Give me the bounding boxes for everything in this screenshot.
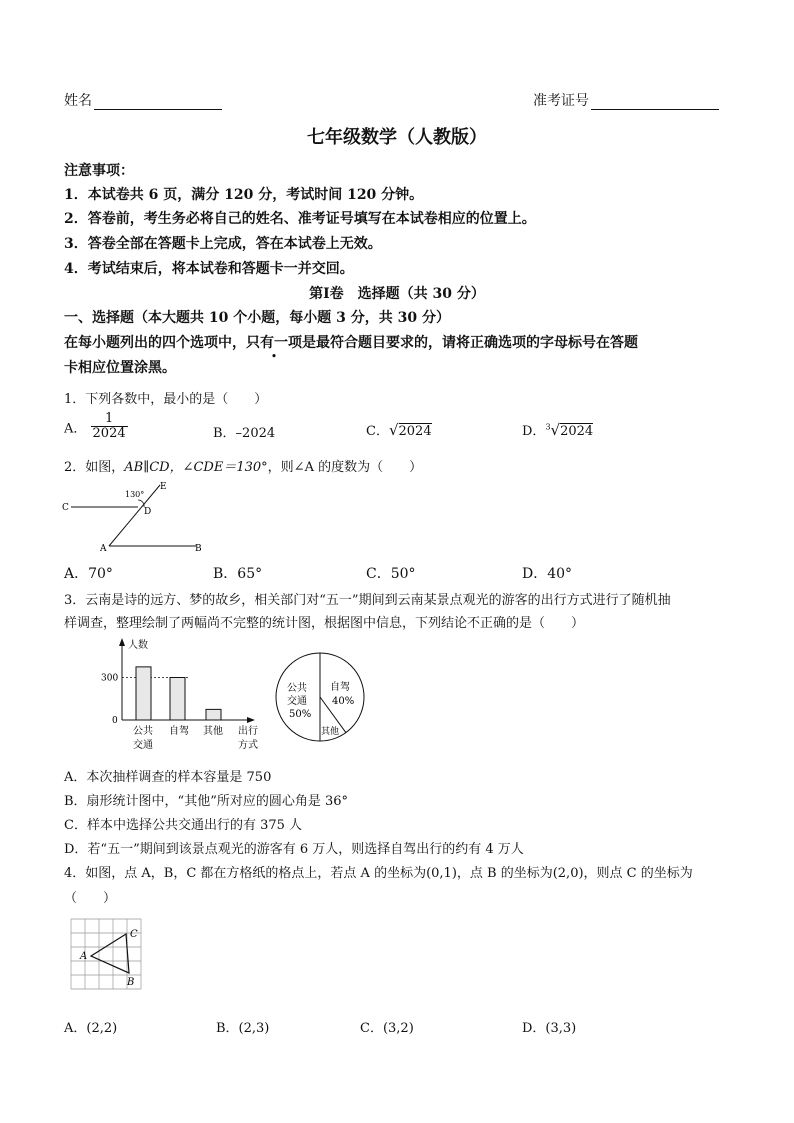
angle-arc: [138, 500, 144, 507]
q1-option-b[interactable]: B．–2024: [213, 426, 276, 441]
note-item: 3．答卷全部在答题卡上完成，答在本试卷上无效。: [64, 236, 382, 252]
point-label-e: E: [160, 482, 167, 492]
name-label: 姓名: [64, 93, 92, 109]
x-tick-label: 交通: [133, 740, 153, 751]
q3-option-a[interactable]: A．本次抽样调查的样本容量是 750: [64, 770, 272, 785]
q1-stem: 1．下列各数中，最小的是（ ）: [64, 392, 268, 407]
option-letter: D．: [522, 424, 546, 439]
point-label-a: A: [80, 951, 88, 962]
page-title: 七年级数学（人教版）: [307, 127, 487, 148]
root-index: 3: [545, 422, 551, 432]
point-label-a: A: [100, 544, 107, 554]
q2-stem-suffix: ，则∠A 的度数为（ ）: [267, 460, 423, 475]
q4-stem-line-2: （ ）: [64, 891, 117, 906]
note-item: 1．本试卷共 6 页，满分 120 分，考试时间 120 分钟。: [64, 187, 424, 203]
q4-option-c[interactable]: C．(3,2): [360, 1021, 414, 1036]
slice-percent-public: 50%: [289, 709, 312, 720]
name-blank[interactable]: [94, 95, 222, 110]
instruction-line-1: [64, 332, 638, 352]
x-axis-label: 出行: [238, 726, 258, 737]
x-axis-label: 方式: [238, 740, 258, 751]
q4-grid-figure: [66, 914, 156, 1004]
q4-stem-line-1: 4．如图，点 A，B，C 都在方格纸的格点上，若点 A 的坐标为(0,1)，点 B 的坐标为(2,0)，则点 C 的坐标为: [64, 866, 693, 881]
y-axis-arrow: [119, 638, 125, 646]
q3-stem-line-1: 3．云南是诗的远方、梦的故乡，相关部门对“五一”期间到云南某景点观光的游客的出行方式进行了随机抽: [64, 593, 671, 608]
q2-stem-math: AB∥CD，∠CDE＝130°: [124, 460, 268, 475]
q4-option-d[interactable]: D．(3,3): [522, 1021, 577, 1036]
y-tick-label: 0: [112, 716, 118, 726]
volume-title: 第Ⅰ卷 选择题（共 30 分）: [309, 286, 485, 302]
instruction-pre: 在每小题列出的四个选项中，: [64, 335, 246, 351]
part-title: 一、选择题（本大题共 10 个小题，每小题 3 分，共 30 分）: [64, 310, 450, 326]
slice-label-other: 其他: [321, 727, 340, 737]
point-label-b: B: [195, 544, 202, 554]
option-letter: A．: [64, 421, 87, 437]
name-field[interactable]: [64, 90, 222, 110]
exam-number-label: 准考证号: [533, 93, 589, 109]
q3-pie-chart: [270, 646, 380, 756]
bar-self-drive: [170, 678, 185, 721]
instruction-line-2: 卡相应位置涂黑。: [64, 360, 176, 376]
point-label-d: D: [144, 507, 152, 517]
q2-option-c[interactable]: C．50°: [366, 566, 416, 582]
option-letter: C．: [366, 424, 389, 439]
instruction-post: 是最符合题目要求的，请将正确选项的字母标号在答题: [302, 335, 638, 351]
q3-option-b[interactable]: B．扇形统计图中，“其他”所对应的圆心角是 36°: [64, 794, 349, 809]
x-axis-arrow: [247, 717, 255, 723]
notes-heading: 注意事项：: [64, 163, 134, 179]
fraction-denominator: 2024: [92, 426, 126, 442]
q2-figure: [60, 478, 210, 558]
q3-stem-line-2: 样调查，整理绘制了两幅尚不完整的统计图，根据图中信息，下列结论不正确的是（ ）: [64, 616, 585, 631]
slice-percent-self-drive: 40%: [332, 696, 355, 707]
q4-option-b[interactable]: B．(2,3): [216, 1021, 270, 1036]
y-axis-label: 人数: [128, 640, 148, 651]
q4-option-a[interactable]: A．(2,2): [64, 1021, 118, 1036]
note-item: 2．答卷前，考生务必将自己的姓名、准考证号填写在本试卷相应的位置上。: [64, 211, 536, 227]
x-tick-label: 自驾: [169, 726, 189, 737]
point-label-c: C: [130, 929, 138, 940]
exam-number-blank[interactable]: [591, 95, 719, 110]
radicand: 2024: [398, 424, 432, 439]
fraction: [91, 412, 128, 442]
radical-sign: √: [550, 421, 561, 439]
x-tick-label: 公共: [133, 726, 153, 737]
exam-number-field[interactable]: [533, 90, 719, 110]
radicand: 2024: [560, 424, 594, 439]
q2-option-b[interactable]: B．65°: [213, 566, 263, 582]
q3-bar-chart: [92, 632, 272, 757]
slice-label-public: 交通: [287, 696, 307, 707]
triangle-abc: [91, 934, 129, 973]
q1-option-c[interactable]: [366, 420, 432, 439]
angle-label: 130°: [125, 490, 145, 499]
q3-option-d[interactable]: D．若“五一”期间到该景点观光的游客有 6 万人，则选择自驾出行的约有 4 万人: [64, 842, 524, 857]
bar-other: [206, 709, 221, 720]
bar-public-transport: [136, 667, 151, 720]
q2-stem-prefix: 2．如图，: [64, 460, 125, 475]
q2-stem: [64, 456, 422, 475]
note-item: 4．考试结束后，将本试卷和答题卡一并交回。: [64, 261, 354, 277]
slice-label-self-drive: 自驾: [330, 682, 350, 693]
slice-label-public: 公共: [287, 683, 307, 694]
point-label-c: C: [62, 503, 69, 513]
q1-option-a[interactable]: [64, 412, 128, 442]
q2-option-d[interactable]: D．40°: [522, 566, 573, 582]
fraction-numerator: 1: [91, 412, 128, 427]
radical-sign: √: [388, 421, 399, 439]
instruction-emphasis: 只有一项: [246, 335, 302, 351]
q2-option-a[interactable]: A．70°: [64, 566, 113, 582]
x-tick-label: 其他: [203, 726, 223, 737]
y-tick-label: 300: [101, 673, 119, 684]
q1-option-d[interactable]: [522, 420, 593, 439]
point-label-b: B: [127, 977, 135, 988]
q3-option-c[interactable]: C．样本中选择公共交通出行的有 375 人: [64, 818, 303, 833]
